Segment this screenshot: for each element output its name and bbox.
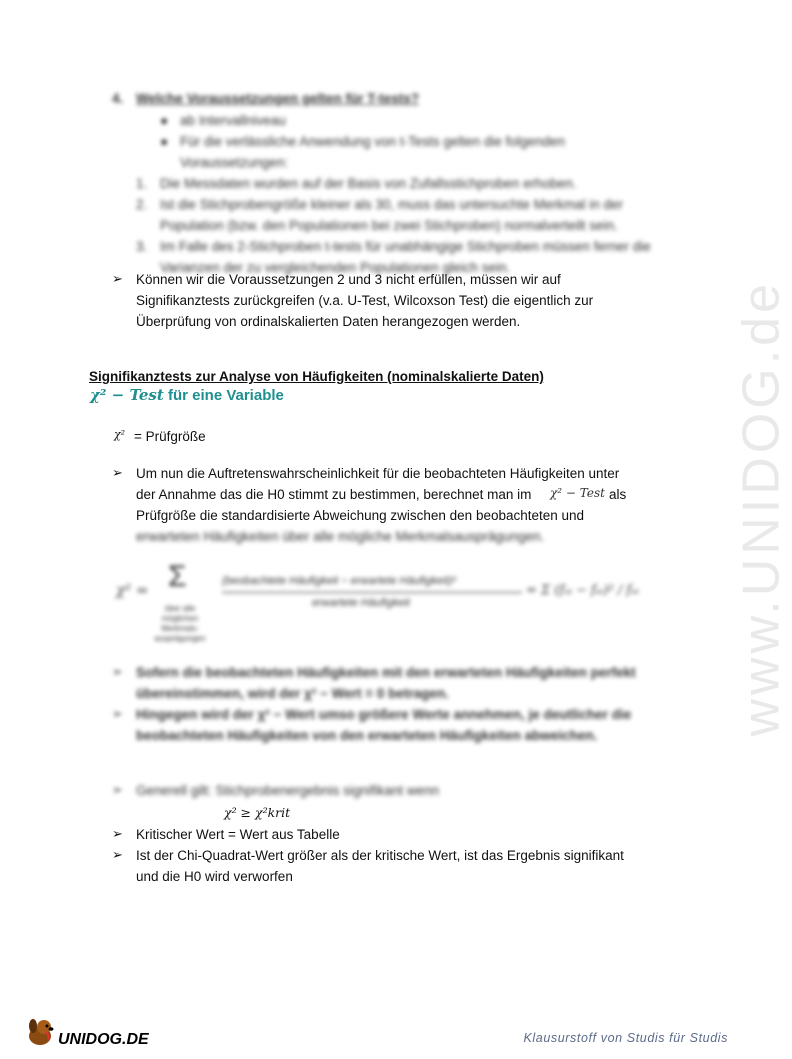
formula-sum: Σ bbox=[168, 560, 187, 593]
critical-formula: χ² ≥ χ²krit bbox=[224, 805, 291, 820]
arrow-bullet-icon: ➢ bbox=[112, 465, 123, 480]
formula-denominator: erwartete Häufigkeit bbox=[312, 597, 410, 609]
item-2: Ist die Stichprobengröße kleiner als 30, muss das untersuchte Merkmal in der bbox=[160, 197, 623, 212]
chi-quadrat-line: Ist der Chi-Quadrat-Wert größer als der kritische Wert, ist das Ergebnis signifikant bbox=[136, 848, 624, 863]
item-1: Die Messdaten wurden auf der Basis von Zufallsstichproben erhoben. bbox=[160, 176, 577, 191]
arrow-bullet-icon: ➢ bbox=[112, 706, 123, 721]
question-number: 4. bbox=[112, 91, 124, 106]
subheading-text: für eine Variable bbox=[167, 387, 284, 404]
item-2-cont: Population (bzw. den Populationen bei zwei Stichproben) normalverteilt sein. bbox=[160, 218, 618, 233]
statement-line: Hingegen wird der χ² − Wert umso größere Werte annehmen, je deutlicher die bbox=[136, 707, 632, 722]
paragraph-line: Um nun die Auftretenswahrscheinlichkeit für die beobachteten Häufigkeiten unter bbox=[136, 466, 620, 481]
statement-line: Generell gilt: Stichprobenergebnis signifikant wenn bbox=[136, 783, 440, 798]
paragraph-line: als bbox=[609, 487, 627, 502]
paragraph-line-blurred: erwarteten Häufigkeiten über alle mögliche Merkmalsausprägungen. bbox=[136, 529, 545, 544]
kritischer-wert: Kritischer Wert = Wert aus Tabelle bbox=[136, 827, 340, 842]
statement-line: Sofern die beobachteten Häufigkeiten mit den erwarteten Häufigkeiten perfekt bbox=[136, 665, 636, 680]
item-3-cont: Varianzen der zu vergleichenden Populationen gleich sein. bbox=[160, 260, 511, 275]
formula-sum-under: über alle möglichen Merkmals-ausprägungen bbox=[154, 604, 206, 643]
arrow-bullet-icon: ➢ bbox=[112, 826, 123, 841]
paragraph-line: Prüfgröße die standardisierte Abweichung zwischen den beobachteten und bbox=[136, 508, 585, 523]
item-3: Im Falle des 2-Stichproben t-tests für unabhängige Stichproben müssen ferner die bbox=[160, 239, 651, 254]
formula-lhs: χ² = bbox=[116, 581, 149, 599]
arrow-bullet-icon: ➢ bbox=[112, 782, 123, 797]
inline-math: χ² − Test bbox=[550, 486, 605, 500]
logo-text: UNIDOG.DE bbox=[58, 1031, 149, 1048]
statement-line: übereinstimmen, wird der χ² − Wert = 0 betragen. bbox=[136, 686, 449, 701]
paragraph-line: Signifikanztests zurückgreifen (v.a. U-Test, Wilcoxson Test) die eigentlich zur bbox=[136, 293, 594, 308]
arrow-bullet-icon: ➢ bbox=[112, 664, 123, 679]
arrow-bullet-icon: ➢ bbox=[112, 271, 123, 286]
chi-symbol: χ² bbox=[114, 428, 126, 441]
item-number: 3. bbox=[136, 239, 148, 254]
footer-tagline: Klausurstoff von Studis für Studis bbox=[523, 1031, 728, 1045]
section-heading: Signifikanztests zur Analyse von Häufigkeiten (nominalskalierte Daten) bbox=[89, 369, 544, 384]
watermark: www.UNIDOG.de bbox=[733, 280, 791, 737]
formula-rhs: = Σ (fₒᵢ − fₑᵢ)² / fₑᵢ bbox=[526, 583, 639, 598]
bullet-anwendung: Für die verlässliche Anwendung von t-Tests gelten die folgenden bbox=[180, 134, 565, 149]
chi-quadrat-line: und die H0 wird verworfen bbox=[136, 869, 293, 884]
paragraph-line: Können wir die Voraussetzungen 2 und 3 nicht erfüllen, müssen wir auf bbox=[136, 272, 561, 287]
formula-numerator: (beobachtete Häufigkeit − erwartete Häufigkeit)² bbox=[222, 575, 456, 587]
subheading-math: χ² − Test bbox=[90, 386, 164, 404]
bullet-dot: ● bbox=[160, 134, 169, 149]
bullet-anwendung-cont: Voraussetzungen: bbox=[180, 155, 289, 170]
bullet-intervall: ab Intervallniveau bbox=[180, 113, 286, 128]
question-title: Welche Voraussetzungen gelten für T-tests? bbox=[136, 91, 420, 106]
item-number: 2. bbox=[136, 197, 148, 212]
item-number: 1. bbox=[136, 176, 148, 191]
arrow-bullet-icon: ➢ bbox=[112, 847, 123, 862]
dog-icon bbox=[24, 1014, 154, 1050]
subheading bbox=[90, 385, 284, 406]
paragraph-line: Überprüfung von ordinalskalierten Daten herangezogen werden. bbox=[136, 314, 521, 329]
unidog-logo[interactable] bbox=[24, 1014, 154, 1050]
paragraph-line: der Annahme das die H0 stimmt zu bestimmen, berechnet man im bbox=[136, 487, 532, 502]
bullet-dot: ● bbox=[160, 113, 169, 128]
statement-line: beobachteten Häufigkeiten von den erwarteten Häufigkeiten abweichen. bbox=[136, 728, 598, 743]
pruefgroesse-label: = Prüfgröße bbox=[134, 429, 206, 444]
